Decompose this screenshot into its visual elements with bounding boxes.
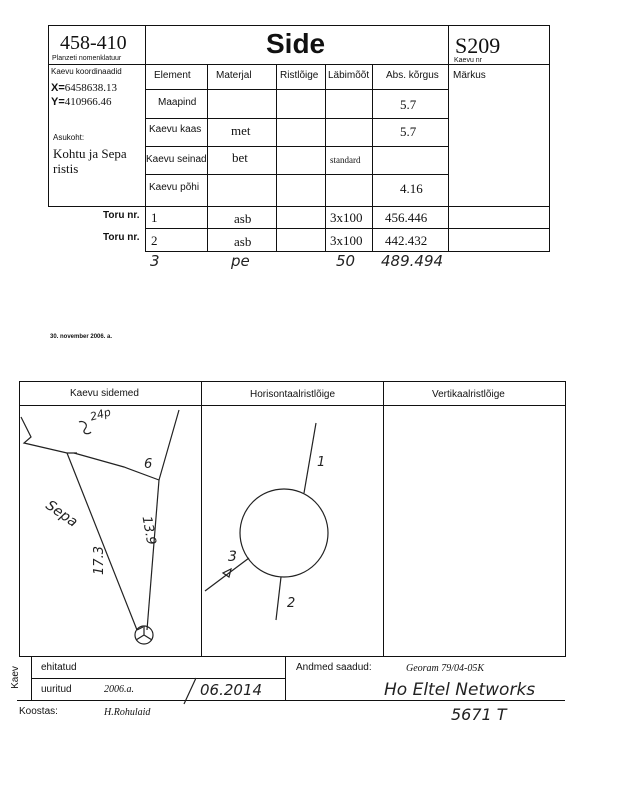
nomenclature-label: Planzeti nomenklatuur [52,55,122,62]
section-label-pipe3: 3 [228,549,237,565]
andmed-value: Georam 79/04-05K [406,663,485,674]
well-connections-sketch [19,405,201,656]
pipe-korgus: 442.432 [385,233,428,248]
section-label-pipe1: 1 [317,455,326,470]
location-line2: ristis [53,161,79,176]
uuritud-label: uuritud [41,684,72,695]
col-markus: Märkus [453,70,486,81]
sketch-label-len-a: 13.9 [138,514,159,547]
row-korgus: 5.7 [400,97,417,112]
date-slash [180,676,200,706]
nomenclature-code: 458-410 [60,32,127,54]
x-label: X= [51,82,65,94]
row-korgus: 4.16 [400,181,423,196]
x-value: 6458638.13 [64,82,118,94]
ehitatud-label: ehitatud [41,662,77,673]
page-title: Side [266,28,326,59]
col-labimoot: Läbimõõt [328,70,370,81]
col-element: Element [154,70,191,81]
row-materjal: met [231,123,251,138]
row-materjal: bet [232,150,248,165]
document-date: 30. november 2006. a. [50,334,113,340]
panel-title-sidemed: Kaevu sidemed [70,388,139,399]
koostas-label: Koostas: [19,706,58,717]
handwritten-number: 5671 T [451,705,507,724]
pipe-nr: 2 [151,233,158,248]
pipe-label: Toru nr. [103,232,140,243]
row-element: Kaevu seinad [146,154,207,165]
handwritten-company: Ho Eltel Networks [384,680,536,700]
handwritten-pipe-nr: 3 [150,252,160,270]
x-coordinate [51,82,117,94]
koostas-value: H.Rohulaid [104,707,151,718]
handwritten-pipe-korgus: 489.494 [381,252,444,270]
handwritten-pipe-labimoot: 50 [336,252,356,270]
handwritten-date: 06.2014 [200,681,263,699]
andmed-label: Andmed saadud: [296,662,372,673]
pipe-materjal: asb [234,234,252,249]
pipe-materjal: asb [234,211,252,226]
pipe-label: Toru nr. [103,210,140,221]
section-label-pipe2: 2 [287,596,296,611]
pipe-korgus: 456.446 [385,210,428,225]
row-element: Kaevu põhi [149,182,200,193]
row-element: Kaevu kaas [149,124,202,135]
pipe-labimoot: 3x100 [330,210,363,225]
well-number-label: Kaevu nr [454,57,483,64]
location-line1: Kohtu ja Sepa [53,146,127,161]
col-materjal: Materjal [216,70,252,81]
horizontal-section-sketch [201,405,383,656]
uuritud-value: 2006.a. [104,684,134,695]
col-korgus: Abs. kõrgus [386,70,439,81]
handwritten-pipe-materjal: pe [231,252,250,270]
row-korgus: 5.7 [400,124,417,139]
panel-title-horisontaal: Horisontaalristlõige [250,389,336,400]
pipe-nr: 1 [151,210,158,225]
well-number: S209 [455,33,501,58]
sketch-label-top: 24p [88,405,113,424]
row-element: Maapind [158,97,197,108]
y-value: 410966.46 [64,96,112,108]
col-ristloige: Ristlõige [280,70,319,81]
coords-label: Kaevu koordinaadid [51,67,122,76]
sketch-label-six: 6 [144,457,153,472]
panel-title-vertikaal: Vertikaalristlõige [432,389,505,400]
sketch-label-len-b: 17.3 [91,546,107,575]
row-labimoot: standard [330,155,361,165]
pipe-labimoot: 3x100 [330,233,363,248]
location-label: Asukoht: [53,133,85,142]
y-label: Y= [51,96,65,108]
y-coordinate [51,96,112,108]
sketch-label-street: Sepa [42,497,81,531]
kaev-label: Kaev [9,666,21,689]
